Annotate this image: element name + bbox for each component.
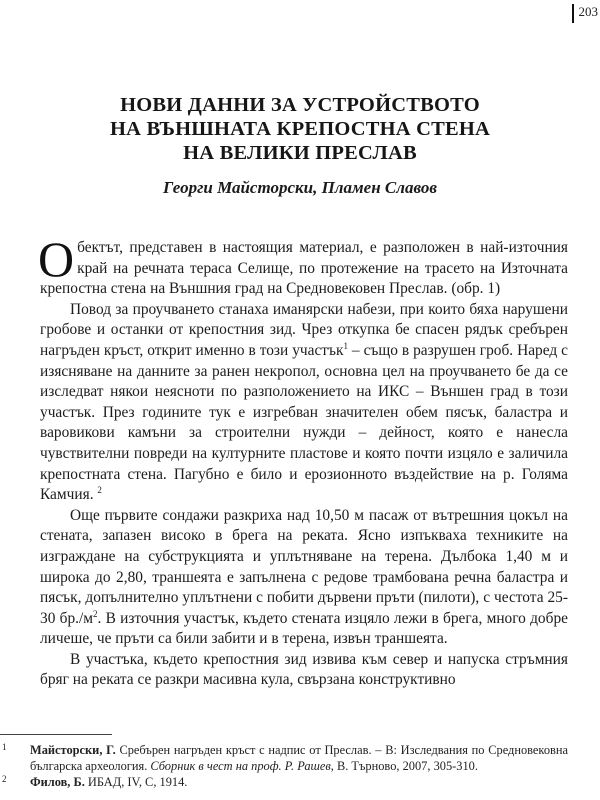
title-line: НОВИ ДАННИ ЗА УСТРОЙСТВОТО (120, 94, 480, 116)
page-header (572, 0, 600, 24)
footnote (0, 742, 568, 774)
footnote-text: , В. Търново, 2007, 305-310. (330, 759, 478, 773)
footnote-author: Филов, Б. (30, 775, 85, 789)
page-number: 203 (578, 4, 598, 19)
footnote (0, 774, 568, 790)
paragraph-text: Още първите сондажи разкриха над 10,50 м пасаж от вътрешния цокъл на стената, запазен високо в брега на реката. Ясно изпъкваха техниките на изграждане на субструкцията и уплътняване на терена. Дълбока 1,40 м и широка до 2,80, траншеята е запълнена с редове трамбована речна баластра и пясък, допълнително уплътнени с побити дървени пръти (пилоти), с честота 25-30 бр./м (40, 506, 568, 627)
footnote-italic-text: Сборник в чест на проф. Р. Рашев (150, 759, 331, 773)
paragraph-text: . В източния участък, където стената изцяло лежи в брега, много добре личеше, че пръти са били забити и в терена, извън траншеята. (40, 609, 568, 648)
footnote-text: Сребърен нагръден кръст с надпис от Преслав. – В: Изследвания по Средновековна българска археология. (30, 743, 569, 773)
paragraph (40, 300, 568, 506)
footnote-ref[interactable]: 1 (343, 340, 348, 351)
article-authors: Георги Майсторски, Пламен Славов (163, 178, 437, 197)
footnote-divider (0, 734, 112, 735)
paragraph-text: бектът, представен в настоящия материал, е разположен в най-източния край на речната тераса Селище, по протежение на трасето на Източната крепостна стена на Външния град на Средновековен Преслав. (обр. 1) (40, 239, 568, 298)
title-line: НА ВЪНШНАТА КРЕПОСТНА СТЕНА (110, 118, 490, 140)
footnote-mark: 1 (2, 742, 7, 752)
paragraph-text: В участъка, където крепостния зид извива към север и напуска стръмния бряг на реката се разкри масивна кула, свързана конструктивно (40, 650, 568, 689)
paragraph-text: Повод за проучването станаха иманярски набези, при които бяха нарушени гробове и останки от крепостния зид. Чрез откупка бе спасен рядък сребърен нагръден кръст, открит именно в този участък (40, 300, 568, 359)
title-line: НА ВЕЛИКИ ПРЕСЛАВ (183, 142, 417, 164)
footnotes (0, 742, 568, 790)
article-title (0, 93, 600, 165)
footnote-text: ИБАД, IV, С, 1914. (84, 775, 188, 789)
header-rule (572, 4, 574, 23)
article-body (38, 231, 568, 691)
paragraph (40, 506, 568, 650)
drop-cap: О (38, 231, 75, 287)
footnote-mark: 2 (2, 774, 7, 784)
paragraph-text: – също в разрушен гроб. Наред с изясняване на данните за ранен некропол, основна цел на проучването бе да се изследват някои неясноти по разположението на ИКС – Външен град в този участък. През годините тук е изгребван значителен обем пясък, баластра и варовикови камъни за строителни нужди – дейност, която е нанесла чувствителни повреди на културните пластове и която почти изцяло е заличила крепостната стена. Пагубно е било и ерозионното въздействие на р. Голяма Камчия. (40, 341, 568, 504)
paragraph (40, 650, 568, 691)
footnote-author: Майсторски, Г. (30, 743, 116, 757)
superscript: 2 (93, 608, 98, 619)
footnote-ref[interactable]: 2 (97, 485, 102, 495)
paragraph (38, 231, 568, 300)
